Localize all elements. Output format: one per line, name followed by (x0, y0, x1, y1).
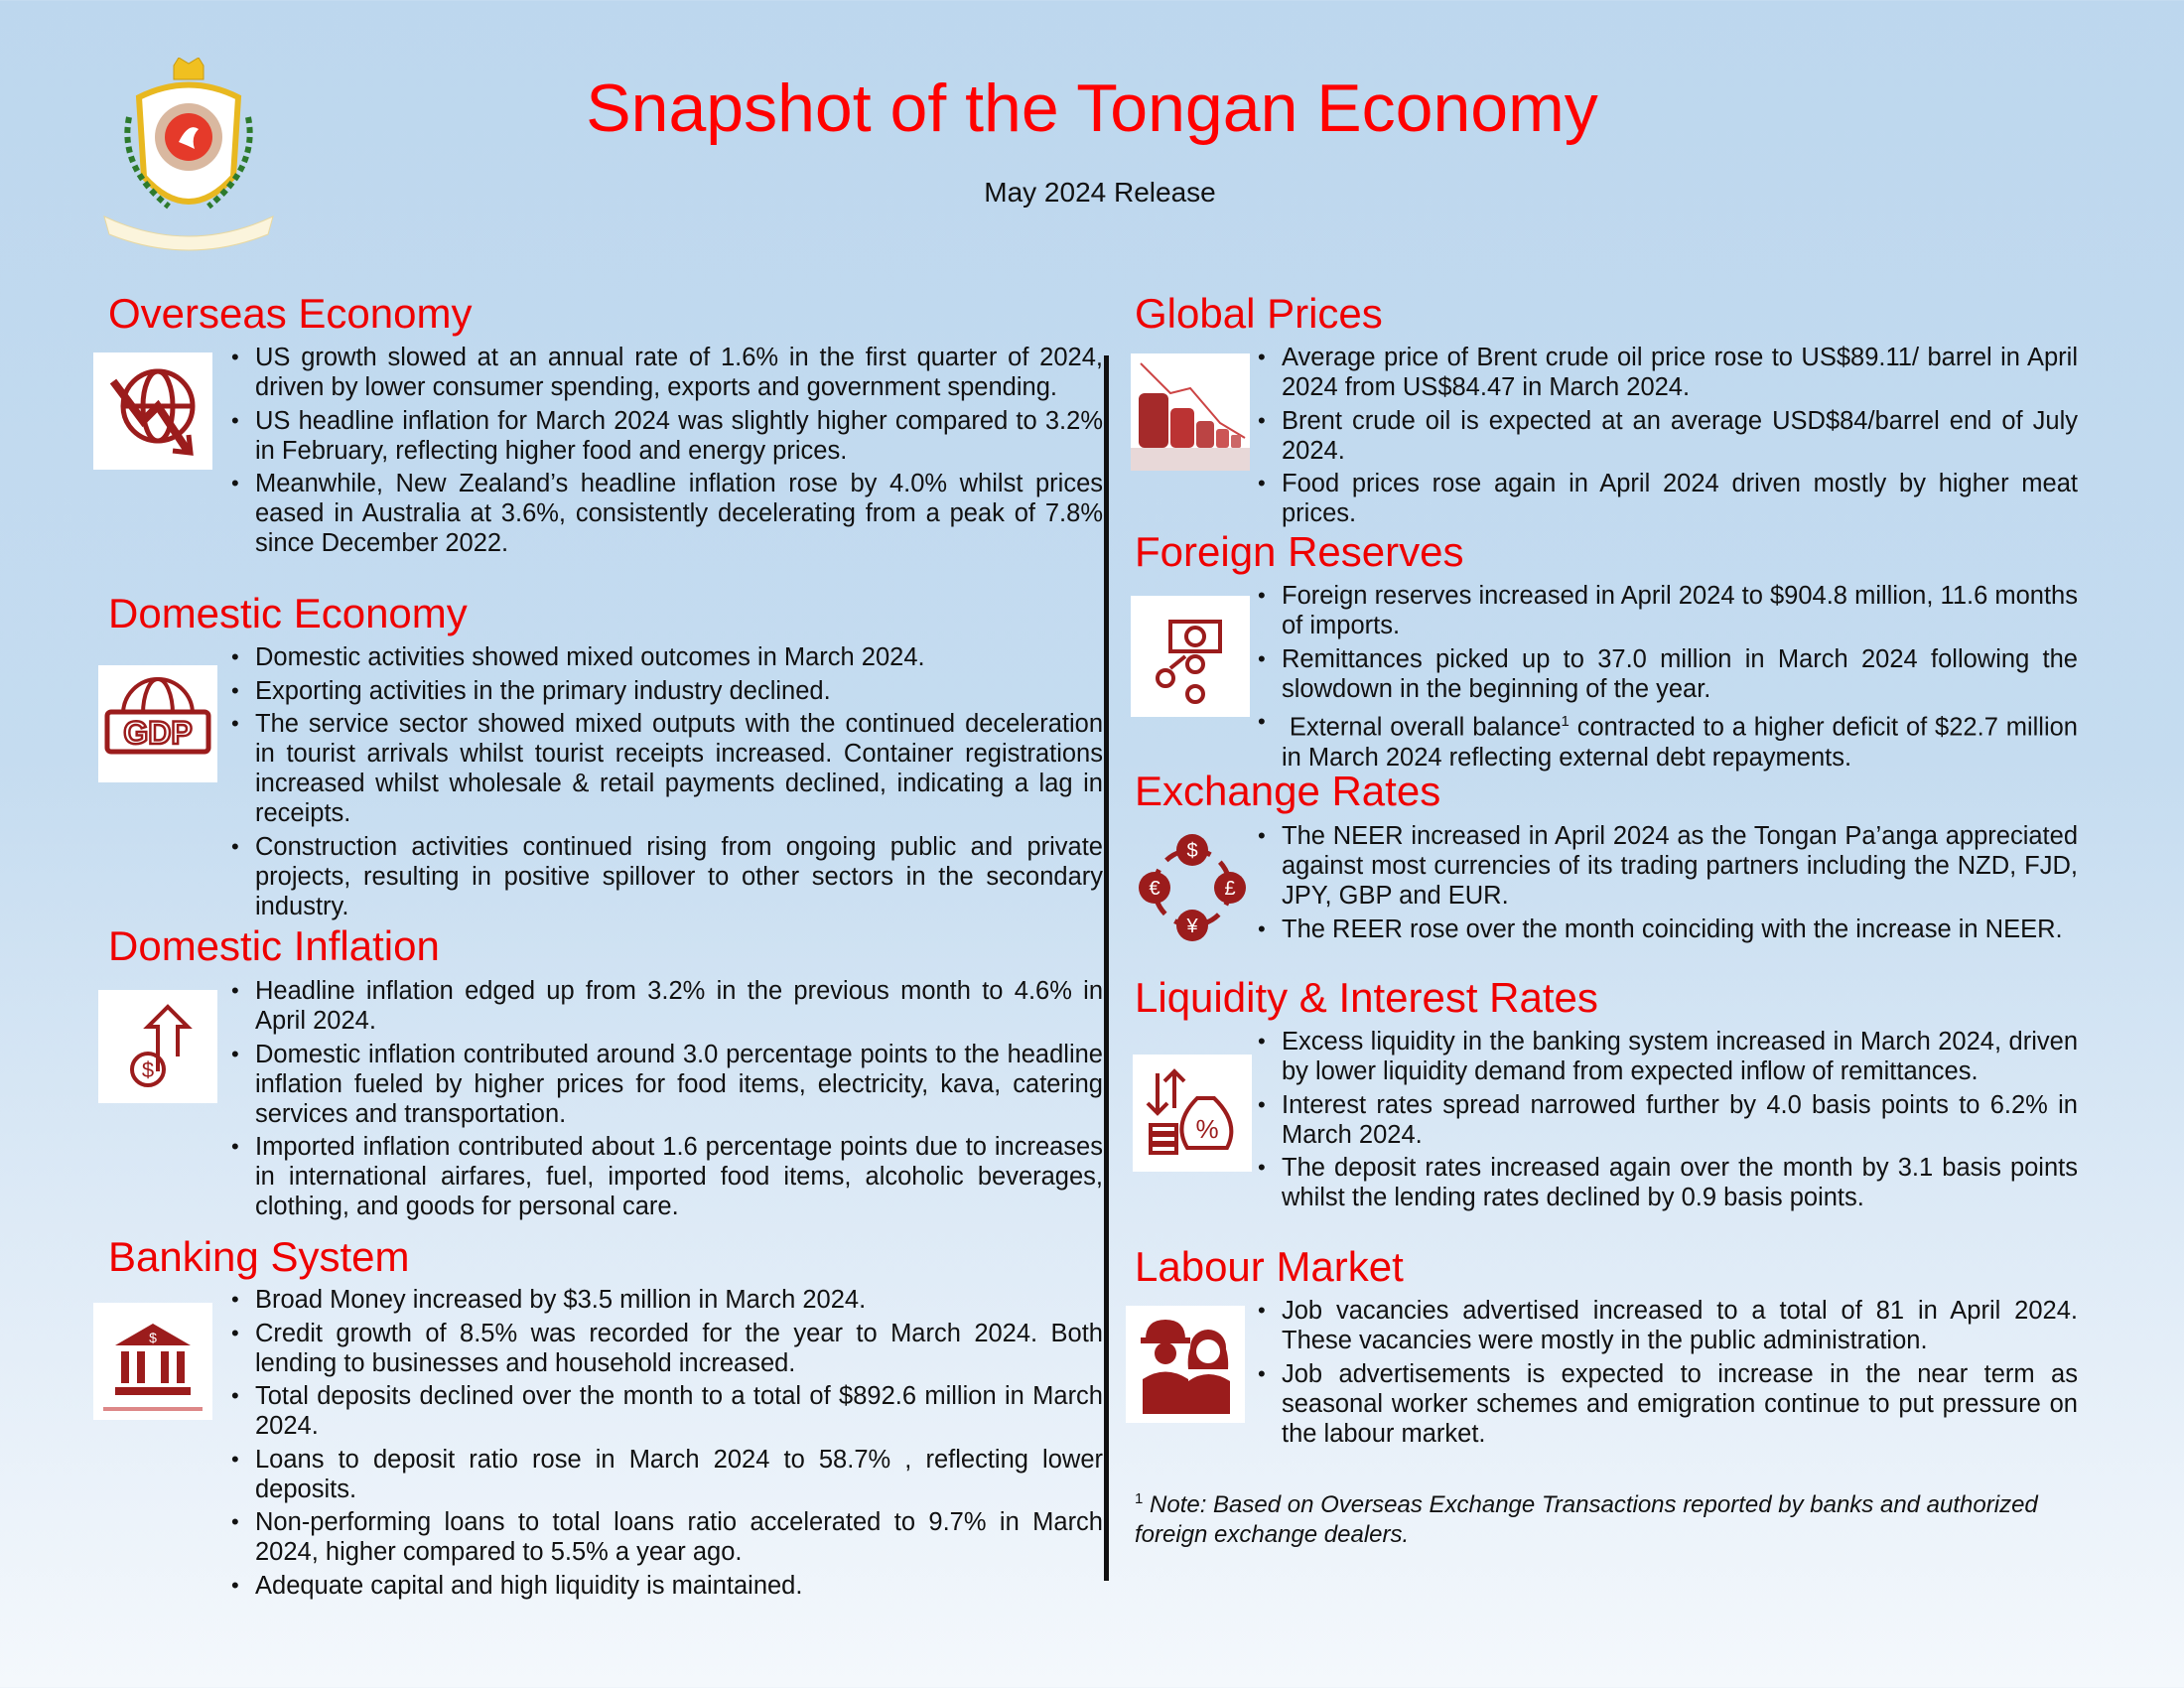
bullet-item: • Foreign reserves increased in April 2024 to $904.8 million, 11.6 months of imports. (1282, 581, 2078, 640)
page-title: Snapshot of the Tongan Economy (586, 70, 1598, 146)
workers-icon (1126, 1306, 1245, 1423)
bullet-item: • The NEER increased in April 2024 as the Tongan Pa’anga appreciated against most currencies of its trading partners including the NZD, FJD, JPY, GBP and EUR. (1282, 821, 2078, 911)
bullet-item: • Broad Money increased by $3.5 million in March 2024. (255, 1285, 1103, 1315)
liquidity-bullets (1282, 1027, 2078, 1216)
heading-domestic-inflation: Domestic Inflation (108, 922, 440, 969)
bullet-item: • Brent crude oil is expected at an average USD$84/barrel end of July 2024. (1282, 406, 2078, 466)
currency-cycle-icon (1136, 831, 1249, 944)
bullet-item: • Remittances picked up to 37.0 million in March 2024 following the slowdown in the beginning of the year. (1282, 644, 2078, 704)
domestic-economy-bullets (255, 642, 1103, 924)
bullet-item: • Construction activities continued rising from ongoing public and private projects, resulting in positive spillover to other sectors in the secondary industry. (255, 832, 1103, 921)
heading-overseas-economy: Overseas Economy (108, 290, 473, 337)
bullet-item: • Average price of Brent crude oil price rose to US$89.11/ barrel in April 2024 from US$84.47 in March 2024. (1282, 343, 2078, 402)
bullet-item: • Food prices rose again in April 2024 driven mostly by higher meat prices. (1282, 469, 2078, 528)
bullet-item: • Non-performing loans to total loans ratio accelerated to 9.7% in March 2024, higher compared to 5.5% a year ago. (255, 1507, 1103, 1567)
footnote-mark: 1 (1135, 1490, 1144, 1507)
svg-text:%: % (1195, 1114, 1219, 1144)
money-bag-percent-icon (1133, 1055, 1252, 1172)
bullet-item: • Meanwhile, New Zealand’s headline inflation rose by 4.0% whilst prices eased in Australia at 3.6%, consistently decelerating from a peak of 7.8% since December 2022. (255, 469, 1103, 558)
gdp-globe-icon (98, 665, 217, 782)
bullet-item: • US headline inflation for March 2024 was slightly higher compared to 3.2% in February, reflecting higher food and energy prices. (255, 406, 1103, 466)
dollar-arrow-up-icon (98, 990, 217, 1103)
bullet-item: • Job vacancies advertised increased to a total of 81 in April 2024. These vacancies were mostly in the public administration. (1282, 1296, 2078, 1355)
svg-text:$: $ (141, 1057, 155, 1082)
bullet-item: • Excess liquidity in the banking system increased in March 2024, driven by lower liquidity demand from expected inflow of remittances. (1282, 1027, 2078, 1086)
heading-banking-system: Banking System (108, 1233, 410, 1280)
bullet-item: • The REER rose over the month coinciding with the increase in NEER. (1282, 914, 2078, 944)
svg-text:£: £ (1224, 878, 1236, 900)
bullet-item: • Exporting activities in the primary industry declined. (255, 676, 1103, 706)
column-divider (1104, 355, 1109, 1581)
domestic-inflation-bullets (255, 976, 1103, 1225)
bullet-item (1282, 707, 2078, 773)
oil-barrels-icon (1131, 353, 1250, 471)
bullet-item: • The deposit rates increased again over the month by 3.1 basis points whilst the lending rates declined by 0.9 basis points. (1282, 1153, 2078, 1212)
global-prices-bullets (1282, 343, 2078, 532)
heading-exchange-rates: Exchange Rates (1135, 768, 1441, 814)
heading-foreign-reserves: Foreign Reserves (1135, 528, 1464, 575)
exchange-rates-bullets (1282, 821, 2078, 947)
bullet-item: • Headline inflation edged up from 3.2% in the previous month to 4.6% in April 2024. (255, 976, 1103, 1036)
labour-market-bullets (1282, 1296, 2078, 1452)
svg-text:¥: ¥ (1186, 915, 1198, 937)
svg-text:$: $ (149, 1330, 157, 1345)
release-subtitle: May 2024 Release (984, 177, 1216, 208)
bullet-item: • Domestic activities showed mixed outcomes in March 2024. (255, 642, 1103, 672)
svg-text:€: € (1149, 878, 1160, 900)
overseas-bullets (255, 343, 1103, 562)
bullet-item: • US growth slowed at an annual rate of 1.6% in the first quarter of 2024, driven by lower consumer spending, exports and government spending. (255, 343, 1103, 402)
banking-system-bullets (255, 1285, 1103, 1604)
bank-icon (93, 1303, 212, 1420)
heading-global-prices: Global Prices (1135, 290, 1383, 337)
footnote-text: Note: Based on Overseas Exchange Transactions reported by banks and authorized foreign exchange dealers. (1135, 1491, 2038, 1548)
svg-text:$: $ (1186, 840, 1198, 862)
heading-liquidity-interest-rates: Liquidity & Interest Rates (1135, 974, 1598, 1021)
bullet-item: • Adequate capital and high liquidity is maintained. (255, 1571, 1103, 1601)
currency-exchange-icon (1131, 596, 1250, 717)
footnote (1135, 1484, 2088, 1550)
bullet-item: • Total deposits declined over the month to a total of $892.6 million in March 2024. (255, 1381, 1103, 1441)
foreign-reserves-bullets (1282, 581, 2078, 775)
heading-domestic-economy: Domestic Economy (108, 590, 468, 636)
bullet-item: • Credit growth of 8.5% was recorded for the year to March 2024. Both lending to businesses and household increased. (255, 1319, 1103, 1378)
svg-text:GDP: GDP (123, 715, 193, 751)
bullet-item: • Interest rates spread narrowed further by 4.0 basis points to 6.2% in March 2024. (1282, 1090, 2078, 1150)
bullet-item: • Imported inflation contributed about 1.6 percentage points due to increases in international airfares, fuel, imported food items, alcoholic beverages, clothing, and goods for personal care. (255, 1132, 1103, 1221)
bullet-item: • Domestic inflation contributed around 3.0 percentage points to the headline inflation fueled by higher prices for food items, electricity, kava, catering services and transportation. (255, 1040, 1103, 1129)
bullet-item: • The service sector showed mixed outputs with the continued deceleration in tourist arrivals whilst tourist receipts increased. Container registrations increased whilst wholesale & retail payments declined, indicating a lag in receipts. (255, 709, 1103, 828)
bullet-item: • Job advertisements is expected to increase in the near term as seasonal worker schemes and emigration continue to put pressure on the labour market. (1282, 1359, 2078, 1449)
bullet-item: • Loans to deposit ratio rose in March 2024 to 58.7% , reflecting lower deposits. (255, 1445, 1103, 1504)
globe-arrow-down-icon (93, 352, 212, 470)
heading-labour-market: Labour Market (1135, 1243, 1404, 1290)
bullet-text: contracted to a higher deficit of $22.7 million in March 2024 reflecting external debt repayments. (1282, 713, 2078, 772)
footnote-ref: 1 (1561, 713, 1570, 730)
bullet-text: External overall balance (1289, 713, 1562, 742)
